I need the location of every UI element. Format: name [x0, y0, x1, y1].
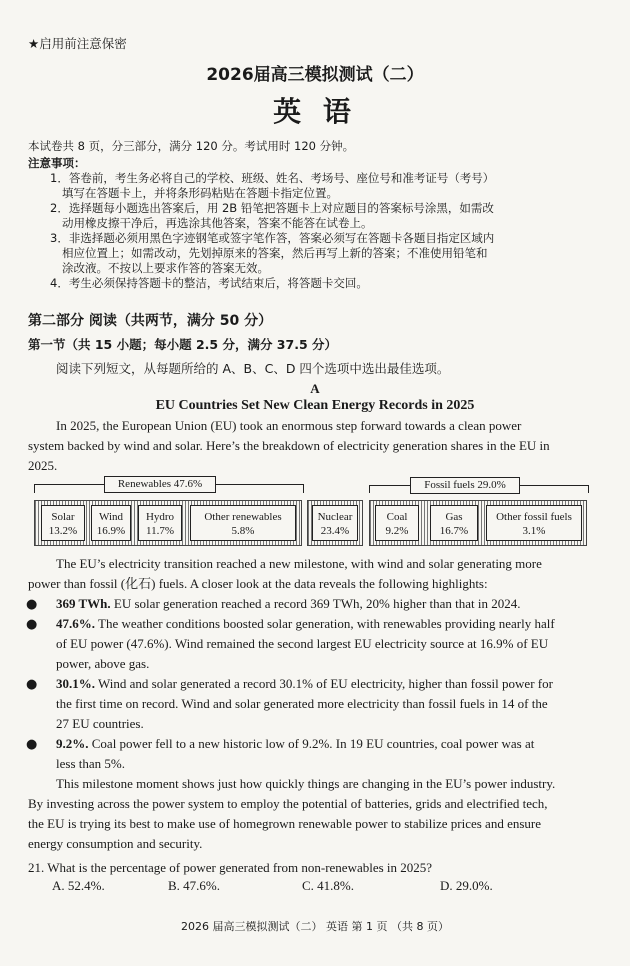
renewables-label: Renewables 47.6%	[104, 476, 216, 493]
option-d[interactable]: D. 29.0%.	[440, 878, 493, 893]
cell-value: 3.1%	[522, 525, 546, 537]
note-line: 4．考生必须保持答题卡的整洁，考试结束后，将答题卡交回。	[50, 276, 368, 290]
bullet-item	[56, 594, 521, 614]
paragraph-line: system backed by wind and solar. Here’s the breakdown of electricity generation shares in the EU in	[28, 438, 550, 453]
bullet-item	[56, 614, 555, 674]
note-line: 填写在答题卡上，并将条形码粘贴在答题卡指定位置。	[62, 186, 338, 200]
bullet-bold: 47.6%.	[56, 616, 95, 631]
cell-value: 9.2%	[385, 525, 409, 537]
bullet-item	[56, 734, 534, 774]
note-line: 1．答卷前，考生务必将自己的学校、班级、姓名、考场号、座位号和准考证号（考号）	[50, 171, 495, 185]
passage-title: EU Countries Set New Clean Energy Records in 2025	[155, 398, 475, 413]
bullet-text: of EU power (47.6%). Wind remained the second largest EU electricity source at 16.9% of EU	[56, 636, 549, 651]
section-title: 第一节（共 15 小题；每小题 2.5 分，满分 37.5 分）	[28, 337, 337, 352]
bullet-text: Coal power fell to a new historic low of 9.2%. In 19 EU countries, coal power was at	[88, 736, 535, 751]
paragraph-3	[28, 774, 588, 854]
paragraph-line: 2025.	[28, 458, 58, 473]
paragraph-line: By investing across the power system to employ the potential of batteries, grids and electrified tech,	[28, 796, 548, 811]
bullet-dot: ●	[26, 597, 38, 612]
paragraph-line: The EU’s electricity transition reached a new milestone, with wind and solar generating more	[56, 556, 542, 571]
instruction: 阅读下列短文，从每题所给的 A、B、C、D 四个选项中选出最佳选项。	[56, 361, 450, 376]
note-line: 涂改液。不按以上要求作答的答案无效。	[62, 261, 269, 275]
cell-name: Other renewables	[204, 511, 282, 523]
gas-cell	[430, 505, 478, 541]
paragraph-line: This milestone moment shows just how quickly things are changing in the EU’s power industry.	[56, 776, 556, 791]
wind-cell	[91, 505, 131, 541]
bullet-bold: 9.2%.	[56, 736, 89, 751]
other-renewables-cell	[190, 505, 296, 541]
coal-cell	[375, 505, 419, 541]
cell-name: Coal	[386, 511, 408, 523]
cell-name: Wind	[99, 511, 123, 523]
fossil-group	[369, 500, 587, 546]
notes-heading: 注意事项：	[28, 156, 86, 170]
cell-value: 5.8%	[231, 525, 255, 537]
subject-title: 英 语	[273, 95, 357, 128]
note-line: 动用橡皮擦干净后，再选涂其他答案，答案不能答在试卷上。	[62, 216, 373, 230]
bullet-dot: ●	[26, 677, 38, 692]
option-b[interactable]: B. 47.6%.	[168, 878, 220, 893]
cell-value: 23.4%	[320, 525, 350, 537]
note-line: 3．非选择题必须用黑色字迹钢笔或签字笔作答，答案必须写在答题卡各题目指定区域内	[50, 231, 495, 245]
notes-block	[28, 156, 494, 291]
other-fossil-cell	[486, 505, 582, 541]
bullet-text: Wind and solar generated a record 30.1% of EU electricity, higher than fossil power for	[95, 676, 553, 691]
nuclear-cell	[312, 505, 358, 541]
paragraph-1	[28, 416, 588, 476]
option-a[interactable]: A. 52.4%.	[52, 878, 105, 893]
exam-intro: 本试卷共 8 页，分三部分，满分 120 分。考试用时 120 分钟。	[28, 139, 355, 153]
note-line: 2．选择题每小题选出答案后，用 2B 铅笔把答题卡上对应题目的答案标号涂黑，如需改	[50, 201, 494, 215]
paragraph-line: the EU is trying its best to make use of homegrown renewable power to stabilize prices and ensure	[28, 816, 541, 831]
bullet-text: the first time on record. Wind and solar generated more electricity than fossil fuels in 14 of the	[56, 696, 548, 711]
passage-letter: A	[310, 381, 320, 396]
paragraph-line: power than fossil (化石) fuels. A closer look at the data reveals the following highlights:	[28, 576, 488, 591]
bullet-text: The weather conditions boosted solar generation, with renewables providing nearly half	[95, 616, 555, 631]
fossil-label: Fossil fuels 29.0%	[410, 477, 520, 494]
cell-name: Other fossil fuels	[496, 511, 572, 523]
notes-list	[28, 171, 494, 291]
renewables-group	[34, 500, 302, 546]
cell-value: 16.9%	[96, 525, 126, 537]
nuclear-group	[307, 500, 363, 546]
bullet-item	[56, 674, 553, 734]
paragraph-2	[28, 554, 588, 594]
exam-title: 2026届高三模拟测试（二）	[206, 65, 424, 85]
paragraph-line: In 2025, the European Union (EU) took an enormous step forward towards a clean power	[56, 418, 522, 433]
cell-value: 13.2%	[48, 525, 78, 537]
cell-name: Gas	[445, 511, 463, 523]
option-c[interactable]: C. 41.8%.	[302, 878, 354, 893]
hydro-cell	[138, 505, 182, 541]
bullet-text: EU solar generation reached a record 369 TWh, 20% higher than that in 2024.	[110, 596, 521, 611]
cell-value: 16.7%	[439, 525, 469, 537]
confidential-mark: ★启用前注意保密	[28, 36, 127, 51]
question-stem: 21. What is the percentage of power generated from non-renewables in 2025?	[28, 860, 433, 875]
paragraph-line: energy consumption and security.	[28, 836, 203, 851]
part-title: 第二部分 阅读（共两节，满分 50 分）	[28, 313, 273, 329]
bullet-bold: 30.1%.	[56, 676, 95, 691]
solar-cell	[41, 505, 85, 541]
cell-name: Solar	[51, 511, 75, 523]
cell-value: 11.7%	[145, 525, 174, 537]
bullet-text: power, above gas.	[56, 656, 150, 671]
bullet-text: less than 5%.	[56, 756, 125, 771]
cell-name: Hydro	[145, 511, 175, 523]
bullet-bold: 369 TWh.	[56, 596, 111, 611]
bullet-dot: ●	[26, 617, 38, 632]
cell-name: Nuclear	[317, 511, 353, 523]
page-footer: 2026 届高三模拟测试（二） 英语 第 1 页 （共 8 页）	[181, 920, 449, 933]
note-line: 相应位置上；如需改动，先划掉原来的答案，然后再写上新的答案；不准使用铅笔和	[62, 246, 488, 260]
bullet-dot: ●	[26, 737, 38, 752]
bullet-text: 27 EU countries.	[56, 716, 144, 731]
